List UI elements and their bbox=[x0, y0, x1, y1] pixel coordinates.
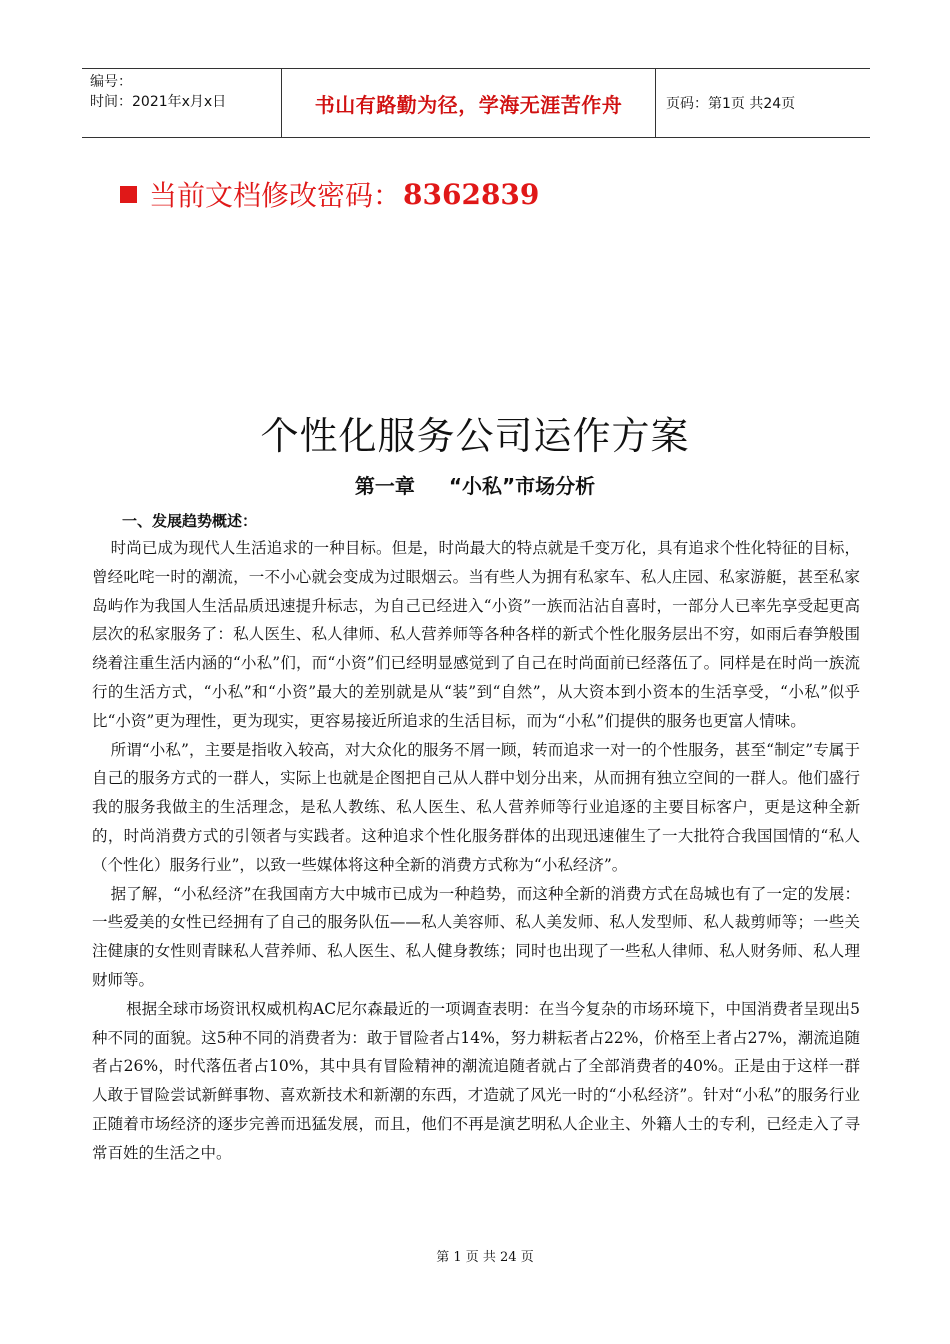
password-notice bbox=[120, 174, 539, 214]
body-paragraph: 据了解，“小私经济”在我国南方大中城市已成为一种趋势，而这种全新的消费方式在岛城也有了一定的发展：一些爱美的女性已经拥有了自己的服务队伍——私人美容师、私人美发师、私人发型师、私人裁剪师等；一些关注健康的女性则青睐私人营养师、私人医生、私人健身教练；同时也出现了一些私人律师、私人财务师、私人理财师等。 bbox=[92, 884, 860, 989]
password-code: 8362839 bbox=[403, 177, 540, 211]
chapter-heading bbox=[0, 470, 950, 499]
document-title: 个性化服务公司运作方案 bbox=[260, 414, 690, 458]
header-meta bbox=[82, 69, 282, 137]
section-heading: 一、发展趋势概述： bbox=[122, 512, 258, 530]
chapter-number: 第一章 bbox=[354, 474, 415, 498]
body-paragraph: 所谓“小私”，主要是指收入较高，对大众化的服务不屑一顾，转而追求一对一的个性服务，甚至“制定”专属于自己的服务方式的一群人，实际上也就是企图把自己从人群中划分出来，从而拥有独立空间的一群人。他们盛行我的服务我做主的生活理念，是私人教练、私人医生、私人营养师等行业追逐的主要目标客户，更是这种全新的，时尚消费方式的引领者与实践者。这种追求个性化服务群体的出现迅速催生了一大批符合我国国情的“私人（个性化）服务行业”，以致一些媒体将这种全新的消费方式称为“小私经济”。 bbox=[92, 740, 860, 874]
document-date: 时间：2021年x月x日 bbox=[90, 94, 227, 110]
page-header bbox=[82, 68, 870, 138]
header-page-info: 页码：第1页 共24页 bbox=[666, 96, 796, 112]
header-motto: 书山有路勤为径，学海无涯苦作舟 bbox=[282, 69, 656, 137]
body-paragraph: 时尚已成为现代人生活追求的一种目标。但是，时尚最大的特点就是千变万化，具有追求个性化特征的目标，曾经叱咤一时的潮流，一不小心就会变成为过眼烟云。当有些人为拥有私家车、私人庄园、私家游艇，甚至私家岛屿作为我国人生活品质迅速提升标志，为自己已经进入“小资”一族而沾沾自喜时，一部分人已率先享受起更高层次的私家服务了：私人医生、私人律师、私人营养师等各种各样的新式个性化服务层出不穷，如雨后春笋般围绕着注重生活内涵的“小私”们，而“小资”们已经明显感觉到了自己在时尚面前已经落伍了。同样是在时尚一族流行的生活方式，“小私”和“小资”最大的差别就是从“装”到“自然”，从大资本到小资本的生活享受，“小私”似乎比“小资”更为理性，更为现实，更容易接近所追求的生活目标，而为“小私”们提供的服务也更富人情味。 bbox=[92, 539, 860, 730]
password-label: 当前文档修改密码： bbox=[149, 179, 402, 212]
square-bullet-icon bbox=[120, 186, 137, 203]
document-number-label: 编号： bbox=[90, 74, 132, 90]
page-footer: 第 1 页 共 24 页 bbox=[436, 1250, 534, 1265]
chapter-title: “小私”市场分析 bbox=[448, 474, 596, 498]
body-paragraph: 根据全球市场资讯权威机构AC尼尔森最近的一项调查表明：在当今复杂的市场环境下，中国消费者呈现出5种不同的面貌。这5种不同的消费者为：敢于冒险者占14%，努力耕耘者占22%，价格至上者占27%，潮流追随者占26%，时代落伍者占10%，其中具有冒险精神的潮流追随者就占了全部消费者的40%。正是由于这样一群人敢于冒险尝试新鲜事物、喜欢新技术和新潮的东西，才造就了风光一时的“小私经济”。针对“小私”的服务行业正随着市场经济的逐步完善而迅猛发展，而且，他们不再是演艺明私人企业主、外籍人士的专利，已经走入了寻常百姓的生活之中。 bbox=[92, 999, 860, 1162]
document-body bbox=[92, 534, 860, 1168]
